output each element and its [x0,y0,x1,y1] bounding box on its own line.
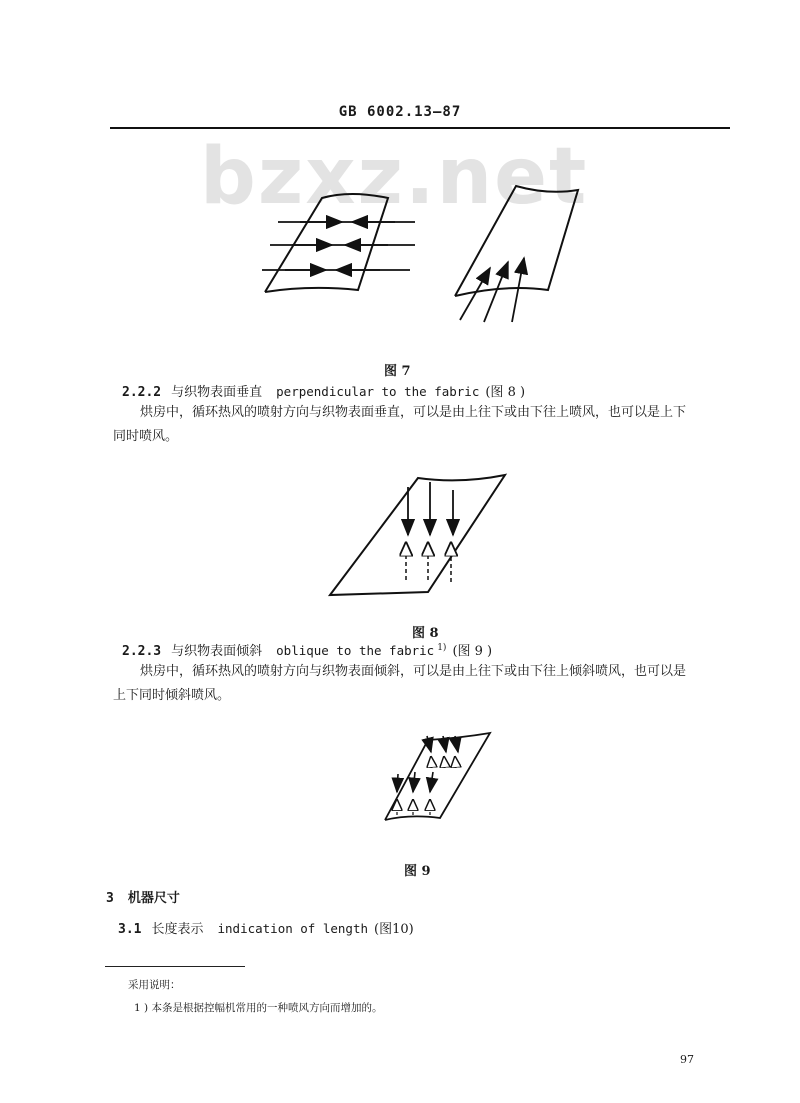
watermark: bzxz.net [200,132,589,222]
body-line: 烘房中，循环热风的喷射方向与织物表面垂直，可以是由上往下或由下往上喷风，也可以是上下 [140,405,687,420]
section-title-zh: 与织物表面垂直 [171,385,263,400]
section-number: 2.2.3 [122,644,162,659]
footnote-rule [105,966,245,967]
figure-reference: (图 8 ) [485,385,526,400]
figure-9-caption: 图 9 [404,864,431,879]
figure-8-caption: 图 8 [412,626,439,641]
section-title-en: indication of length [217,921,369,936]
section-title-en: oblique to the fabric [276,643,435,658]
body-line: 同时喷风。 [113,429,179,444]
section-title-en: perpendicular to the fabric [276,384,480,399]
standard-code-header: GB 6002.13—87 [338,104,462,120]
section-title: 机器尺寸 [127,891,180,906]
section-3-1-heading [118,918,414,937]
body-line: 上下同时倾斜喷风。 [113,688,231,703]
footnote-heading: 采用说明： [128,979,181,991]
section-3-heading [106,887,180,906]
section-title-zh: 与织物表面倾斜 [171,644,263,659]
body-line: 烘房中，循环热风的喷射方向与织物表面倾斜，可以是由上往下或由下往上倾斜喷风，也可以是 [140,664,687,679]
footnote-marker: 1) [437,642,447,653]
section-number: 3 [106,891,114,906]
section-title-zh: 长度表示 [151,922,204,937]
figure-reference: (图 9 ) [452,644,493,659]
section-number: 2.2.2 [122,385,162,400]
section-number: 3.1 [118,922,142,937]
page-number: 97 [680,1053,694,1066]
footnote-text: 1 ) 本条是根据控幅机常用的一种喷风方向而增加的。 [134,1002,383,1014]
figure-reference: (图10) [374,922,414,937]
figure-7-caption: 图 7 [384,364,411,379]
